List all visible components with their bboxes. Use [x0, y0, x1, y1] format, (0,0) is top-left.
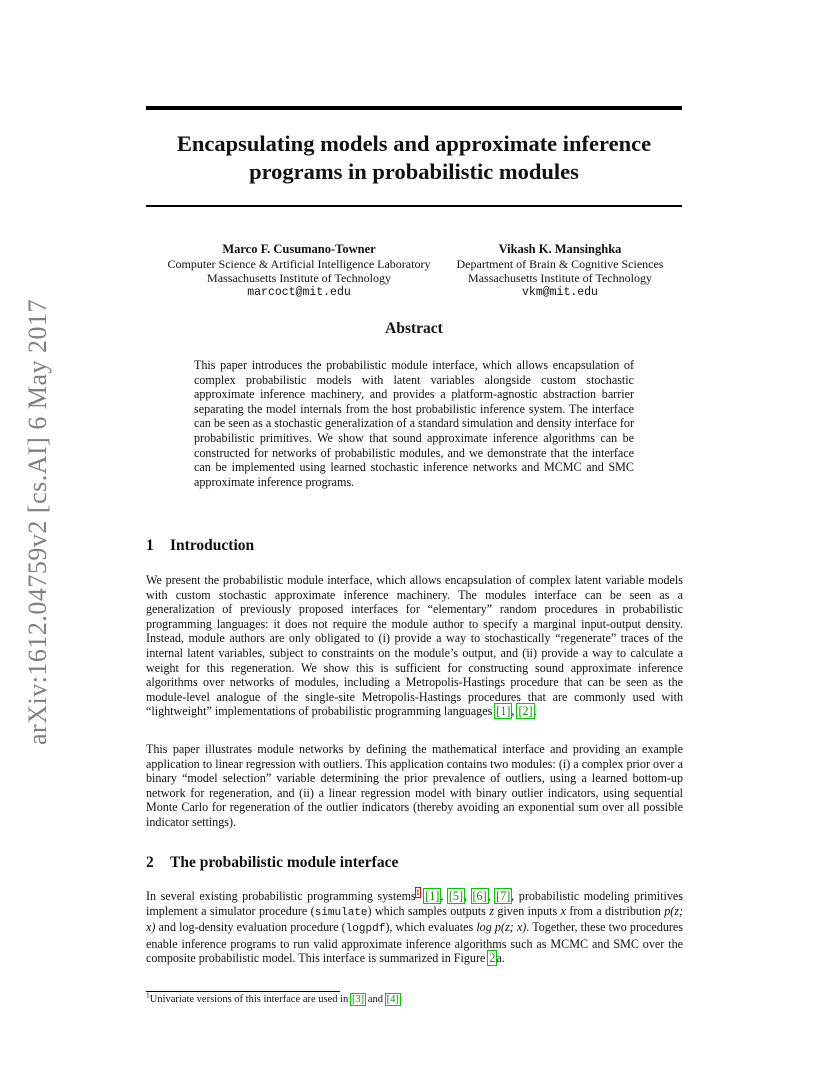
author-2-affiliation-line-1: Department of Brain & Cognitive Sciences — [456, 256, 664, 271]
intro-p1-end: . — [533, 704, 537, 719]
s2-text-e: and log-density evaluation procedure ( — [155, 920, 346, 935]
section-1-heading — [146, 537, 254, 555]
paper-title: Encapsulating models and approximate inference programs in probabilistic modules — [176, 131, 652, 184]
section-2-heading — [146, 854, 398, 872]
citation-link-7[interactable]: [7] — [496, 889, 511, 903]
s2-text-intro: In several existing probabilistic programming systems — [146, 889, 416, 903]
math-x: x — [560, 903, 566, 918]
citation-link-3[interactable]: [3] — [351, 994, 365, 1005]
figure-ref-2[interactable]: 2 — [489, 951, 496, 966]
math-log-p: log p(z; x) — [476, 920, 527, 935]
s2-text-f: ), which evaluates — [385, 920, 477, 935]
footnote-1 — [146, 990, 683, 1006]
footnote-ref-1[interactable]: 1 — [415, 887, 420, 897]
citation-link-6[interactable]: [6] — [472, 889, 487, 903]
author-1-affiliation-line-1: Computer Science & Artificial Intelligence Laboratory — [167, 256, 431, 271]
math-p-z-x: p(z; x) — [146, 903, 683, 935]
citation-link-1[interactable]: [1] — [496, 704, 511, 719]
title-rule-bottom — [146, 205, 682, 207]
section-1-number: 1 — [146, 537, 154, 554]
arxiv-identifier-stamp: arXiv:1612.04759v2 [cs.AI] 6 May 2017 — [23, 299, 52, 745]
math-z: z — [489, 903, 494, 918]
footnote-text-a: Univariate versions of this interface are used in — [149, 994, 351, 1005]
s2-text-a: , probabilistic modeling primitives implement a simulator procedure ( — [146, 889, 684, 918]
footnote-text-b: and — [365, 994, 386, 1005]
author-block — [146, 242, 682, 306]
s2-text-h: a. — [496, 951, 505, 966]
abstract-heading: Abstract — [385, 320, 443, 337]
citation-link-2[interactable]: [2] — [518, 704, 533, 719]
abstract-text: This paper introduces the probabilistic module interface, which allows encapsulation of complex probabilistic models with latent variables alongside custom stochastic approximate inference machinery, and provides a platform-agnostic abstraction barrier separating the model internals from the host probabilistic inference system. The interface can be seen as a stochastic generalization of a standard simulation and density interface for probabilistic primitives. We show that sound approximate inference algorithms can be constructed for networks of probabilistic modules, and we demonstrate that the interface can be implemented using learned stochastic inference networks and MCMC and SMC approximate inference programs. — [194, 358, 634, 489]
code-logpdf: logpdf — [345, 923, 386, 936]
author-1 — [146, 242, 452, 300]
footnote-mark: 1 — [146, 990, 150, 1000]
title-rule-top — [146, 106, 682, 110]
citation-link-4[interactable]: [4] — [386, 994, 399, 1005]
author-2-name: Vikash K. Mansinghka — [498, 242, 622, 256]
footnote-rule — [146, 991, 340, 992]
intro-paragraph-2: This paper illustrates module networks by defining the mathematical interface and providing an example application to linear regression with outliers. This application contains two modules: (i) a complex prior over a binary “model selection” variable determining the prior prevalence of outliers, using a learned bottom-up network for regeneration, and (ii) a linear regression model with binary outlier indicators, using sequential Monte Carlo for regeneration of the outlier indicators (thereby avoiding an exponential sum over all possible indicator settings). — [146, 742, 683, 829]
citation-link-5[interactable]: [5] — [448, 889, 463, 903]
section-1-title: Introduction — [170, 537, 255, 554]
s2-text-b: ) which samples outputs — [367, 903, 490, 918]
s2-text-g: . Together, these two procedures enable inference programs to run valid approximate inference algorithms such as MCMC and SMC over the composite probabilistic model. This interface is summarized in Figure — [146, 920, 683, 966]
author-2-email[interactable]: vkm@mit.edu — [522, 285, 598, 299]
code-simulate: simulate — [314, 906, 368, 919]
section-2-paragraph: In several existing probabilistic programming systems$^1$ [1], [5], [6], [7], probabilistic modeling primitives implement a simulator procedure (simulate) which samples outputs z given inputs x from a distribution p(z; x) and log-density evaluation procedure (logpdf), which evaluates log p(z; x). Together, these two procedures enable inference programs to run valid approximate inference algorithms such as MCMC and SMC over the composite probabilistic model. This interface is summarized in Figure 2a. — [146, 887, 684, 966]
section-2-title: The probabilistic module interface — [170, 854, 399, 871]
s2-text-d: from a distribution — [565, 903, 665, 918]
author-1-email[interactable]: marcoct@mit.edu — [247, 285, 351, 299]
intro-paragraph-1 — [146, 573, 683, 719]
author-2-affiliation-line-2: Massachusetts Institute of Technology — [468, 271, 652, 285]
citation-link-1b[interactable]: [1] — [425, 889, 440, 903]
intro-p1-text: We present the probabilistic module interface, which allows encapsulation of complex latent variable models with custom stochastic approximate inference machinery. The modules interface can be seen as a generalization of previously proposed interfaces for “elementary” random procedures in probabilistic programming languages: it does not require the module author to specify a marginal input-output density. Instead, module authors are only obligated to (i) provide a way to stochastically “regenerate” traces of the internal latent variables, subject to constraints on the module’s output, and (ii) provide a way to calculate a weight for this regeneration. We show this is sufficient for constructing sound approximate inference algorithms over networks of modules, including a Metropolis-Hastings procedure that can be seen as the module-level analogue of the single-site Metropolis-Hastings procedures that are commonly used with “lightweight” implementations of probabilistic programming languages — [146, 573, 683, 719]
section-2-number: 2 — [146, 854, 154, 871]
author-1-name: Marco F. Cusumano-Towner — [222, 242, 376, 256]
author-1-affiliation-line-2: Massachusetts Institute of Technology — [207, 271, 391, 285]
s2-text-c: given inputs — [493, 903, 561, 918]
intro-p1-sep: , — [511, 704, 518, 719]
author-2 — [446, 242, 674, 300]
